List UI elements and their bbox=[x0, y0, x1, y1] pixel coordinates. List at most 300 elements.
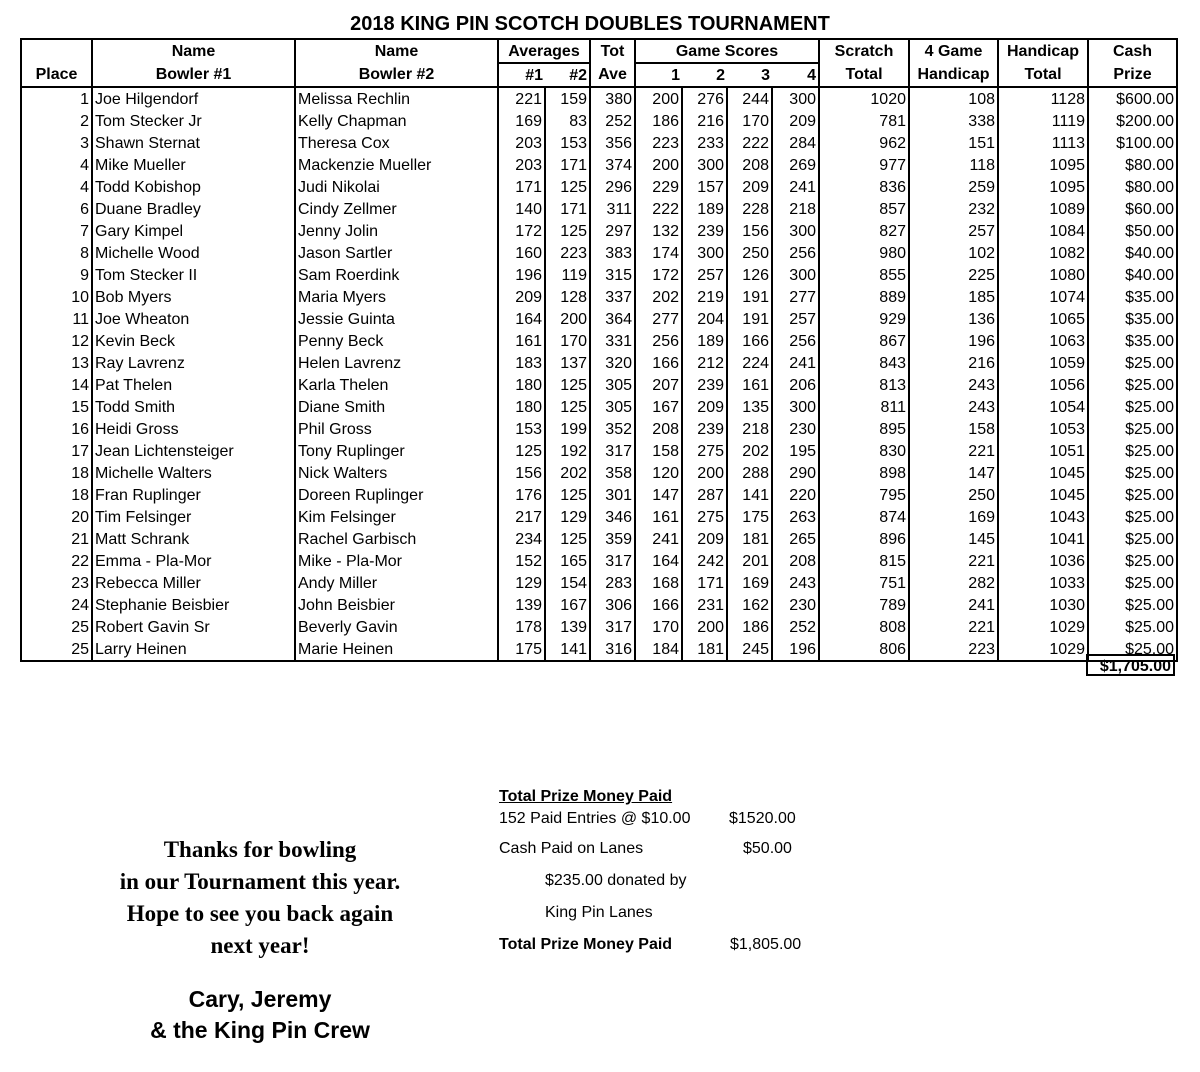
cell-bowler-2: Penny Beck bbox=[295, 330, 498, 352]
cell-gs-4: 277 bbox=[772, 286, 819, 308]
cell-gs-2: 216 bbox=[682, 110, 727, 132]
cell-handicap-total: 1080 bbox=[998, 264, 1088, 286]
cell-tot-ave: 337 bbox=[590, 286, 635, 308]
cell-tot-ave: 252 bbox=[590, 110, 635, 132]
cell-gs-1: 229 bbox=[635, 176, 682, 198]
header-place: Place bbox=[21, 63, 92, 87]
table-row bbox=[21, 154, 1177, 176]
thanks-line: Hope to see you back again bbox=[126, 901, 394, 926]
cell-handicap-4game: 221 bbox=[909, 550, 998, 572]
cell-bowler-1: Joe Wheaton bbox=[92, 308, 295, 330]
cell-bowler-2: Kim Felsinger bbox=[295, 506, 498, 528]
cell-avg-2: 119 bbox=[545, 264, 590, 286]
cell-gs-2: 257 bbox=[682, 264, 727, 286]
cell-gs-1: 256 bbox=[635, 330, 682, 352]
cell-gs-1: 120 bbox=[635, 462, 682, 484]
cell-avg-1: 156 bbox=[498, 462, 545, 484]
cell-gs-3: 208 bbox=[727, 154, 772, 176]
cell-bowler-2: Judi Nikolai bbox=[295, 176, 498, 198]
cell-bowler-2: Helen Lavrenz bbox=[295, 352, 498, 374]
signoff bbox=[80, 984, 440, 1046]
cell-handicap-total: 1059 bbox=[998, 352, 1088, 374]
cell-gs-4: 252 bbox=[772, 616, 819, 638]
table-row bbox=[21, 198, 1177, 220]
cell-handicap-total: 1128 bbox=[998, 87, 1088, 110]
cell-gs-4: 284 bbox=[772, 132, 819, 154]
cell-bowler-2: Doreen Ruplinger bbox=[295, 484, 498, 506]
cell-handicap-4game: 221 bbox=[909, 616, 998, 638]
cell-handicap-4game: 241 bbox=[909, 594, 998, 616]
cell-tot-ave: 356 bbox=[590, 132, 635, 154]
cell-gs-3: 288 bbox=[727, 462, 772, 484]
cell-cash-prize: $40.00 bbox=[1088, 242, 1177, 264]
table-row bbox=[21, 462, 1177, 484]
cell-tot-ave: 359 bbox=[590, 528, 635, 550]
cell-tot-ave: 352 bbox=[590, 418, 635, 440]
cell-handicap-4game: 232 bbox=[909, 198, 998, 220]
cell-gs-4: 243 bbox=[772, 572, 819, 594]
cell-handicap-total: 1089 bbox=[998, 198, 1088, 220]
cell-gs-3: 186 bbox=[727, 616, 772, 638]
cell-bowler-1: Mike Mueller bbox=[92, 154, 295, 176]
cell-place: 25 bbox=[21, 616, 92, 638]
header-bowler-2: Bowler #2 bbox=[295, 63, 498, 87]
cell-gs-4: 206 bbox=[772, 374, 819, 396]
cell-gs-2: 171 bbox=[682, 572, 727, 594]
header-cash-prize: Prize bbox=[1088, 63, 1177, 87]
cell-avg-1: 153 bbox=[498, 418, 545, 440]
cell-gs-2: 287 bbox=[682, 484, 727, 506]
cell-handicap-4game: 216 bbox=[909, 352, 998, 374]
cell-gs-1: 161 bbox=[635, 506, 682, 528]
cell-bowler-2: Maria Myers bbox=[295, 286, 498, 308]
cell-gs-1: 174 bbox=[635, 242, 682, 264]
cell-place: 10 bbox=[21, 286, 92, 308]
total-value: $1,805.00 bbox=[730, 936, 802, 953]
cell-tot-ave: 317 bbox=[590, 550, 635, 572]
cell-handicap-total: 1095 bbox=[998, 176, 1088, 198]
cell-avg-2: 192 bbox=[545, 440, 590, 462]
cell-gs-1: 184 bbox=[635, 638, 682, 661]
cell-gs-4: 300 bbox=[772, 87, 819, 110]
header-avg-2: #2 bbox=[545, 63, 590, 87]
cell-avg-2: 139 bbox=[545, 616, 590, 638]
table-row bbox=[21, 352, 1177, 374]
cell-gs-4: 218 bbox=[772, 198, 819, 220]
cell-place: 8 bbox=[21, 242, 92, 264]
cell-avg-2: 125 bbox=[545, 374, 590, 396]
cell-scratch-total: 895 bbox=[819, 418, 909, 440]
cell-handicap-4game: 118 bbox=[909, 154, 998, 176]
cell-place: 13 bbox=[21, 352, 92, 374]
cell-cash-prize: $25.00 bbox=[1088, 352, 1177, 374]
cell-cash-prize: $25.00 bbox=[1088, 616, 1177, 638]
cell-scratch-total: 977 bbox=[819, 154, 909, 176]
cell-avg-2: 125 bbox=[545, 484, 590, 506]
cell-gs-2: 239 bbox=[682, 418, 727, 440]
cell-gs-1: 170 bbox=[635, 616, 682, 638]
cell-bowler-1: Rebecca Miller bbox=[92, 572, 295, 594]
cell-tot-ave: 374 bbox=[590, 154, 635, 176]
cell-bowler-2: Jessie Guinta bbox=[295, 308, 498, 330]
table-row bbox=[21, 572, 1177, 594]
cell-avg-1: 196 bbox=[498, 264, 545, 286]
cell-avg-1: 129 bbox=[498, 572, 545, 594]
cell-place: 11 bbox=[21, 308, 92, 330]
cell-tot-ave: 358 bbox=[590, 462, 635, 484]
header-game-3: 3 bbox=[727, 63, 772, 87]
cell-gs-2: 231 bbox=[682, 594, 727, 616]
cell-bowler-1: Robert Gavin Sr bbox=[92, 616, 295, 638]
cell-avg-1: 175 bbox=[498, 638, 545, 661]
cell-place: 7 bbox=[21, 220, 92, 242]
table-row bbox=[21, 550, 1177, 572]
table-row bbox=[21, 418, 1177, 440]
cell-handicap-4game: 108 bbox=[909, 87, 998, 110]
cell-scratch-total: 980 bbox=[819, 242, 909, 264]
header-game-scores: Game Scores bbox=[635, 39, 819, 63]
cell-place: 2 bbox=[21, 110, 92, 132]
table-row bbox=[21, 374, 1177, 396]
cell-handicap-4game: 196 bbox=[909, 330, 998, 352]
cell-place: 12 bbox=[21, 330, 92, 352]
cell-gs-1: 164 bbox=[635, 550, 682, 572]
cell-avg-1: 203 bbox=[498, 154, 545, 176]
cell-scratch-total: 836 bbox=[819, 176, 909, 198]
cell-avg-1: 176 bbox=[498, 484, 545, 506]
cell-place: 16 bbox=[21, 418, 92, 440]
cell-handicap-total: 1036 bbox=[998, 550, 1088, 572]
table-row bbox=[21, 616, 1177, 638]
cell-tot-ave: 305 bbox=[590, 396, 635, 418]
cell-gs-1: 186 bbox=[635, 110, 682, 132]
cell-gs-4: 257 bbox=[772, 308, 819, 330]
cell-gs-4: 265 bbox=[772, 528, 819, 550]
total-label: Total Prize Money Paid bbox=[499, 936, 673, 953]
cell-avg-1: 152 bbox=[498, 550, 545, 572]
cell-gs-2: 189 bbox=[682, 198, 727, 220]
table-row bbox=[21, 396, 1177, 418]
table-row bbox=[21, 132, 1177, 154]
cell-bowler-2: Rachel Garbisch bbox=[295, 528, 498, 550]
cell-handicap-total: 1065 bbox=[998, 308, 1088, 330]
cell-bowler-1: Kevin Beck bbox=[92, 330, 295, 352]
cell-handicap-total: 1051 bbox=[998, 440, 1088, 462]
cell-tot-ave: 346 bbox=[590, 506, 635, 528]
cell-gs-3: 161 bbox=[727, 374, 772, 396]
cell-gs-3: 191 bbox=[727, 308, 772, 330]
cell-handicap-total: 1119 bbox=[998, 110, 1088, 132]
cell-handicap-4game: 221 bbox=[909, 440, 998, 462]
cell-gs-1: 241 bbox=[635, 528, 682, 550]
cell-gs-2: 189 bbox=[682, 330, 727, 352]
cell-cash-prize: $80.00 bbox=[1088, 176, 1177, 198]
cell-bowler-2: Melissa Rechlin bbox=[295, 87, 498, 110]
cell-avg-2: 125 bbox=[545, 528, 590, 550]
cell-avg-1: 164 bbox=[498, 308, 545, 330]
summary-header: Total Prize Money Paid bbox=[499, 788, 673, 805]
cell-gs-3: 228 bbox=[727, 198, 772, 220]
cell-gs-1: 132 bbox=[635, 220, 682, 242]
cell-tot-ave: 331 bbox=[590, 330, 635, 352]
cell-bowler-1: Tom Stecker II bbox=[92, 264, 295, 286]
page-title: 2018 KING PIN SCOTCH DOUBLES TOURNAMENT bbox=[350, 13, 830, 35]
cell-scratch-total: 815 bbox=[819, 550, 909, 572]
cell-scratch-total: 781 bbox=[819, 110, 909, 132]
cell-handicap-4game: 223 bbox=[909, 638, 998, 661]
cell-handicap-total: 1029 bbox=[998, 616, 1088, 638]
cell-gs-2: 239 bbox=[682, 220, 727, 242]
cell-bowler-1: Fran Ruplinger bbox=[92, 484, 295, 506]
cell-place: 25 bbox=[21, 638, 92, 661]
cell-tot-ave: 380 bbox=[590, 87, 635, 110]
table-row bbox=[21, 110, 1177, 132]
cell-handicap-total: 1029 bbox=[998, 638, 1088, 661]
cell-handicap-4game: 169 bbox=[909, 506, 998, 528]
cell-bowler-2: Phil Gross bbox=[295, 418, 498, 440]
header-game-1: 1 bbox=[635, 63, 682, 87]
cell-bowler-1: Joe Hilgendorf bbox=[92, 87, 295, 110]
cell-tot-ave: 296 bbox=[590, 176, 635, 198]
cell-gs-4: 241 bbox=[772, 352, 819, 374]
cell-avg-2: 202 bbox=[545, 462, 590, 484]
header-handicap-total: Total bbox=[998, 63, 1088, 87]
cell-gs-2: 275 bbox=[682, 440, 727, 462]
cell-bowler-2: Kelly Chapman bbox=[295, 110, 498, 132]
cell-bowler-2: Karla Thelen bbox=[295, 374, 498, 396]
cell-cash-prize: $60.00 bbox=[1088, 198, 1177, 220]
entries-label: 152 Paid Entries @ $10.00 bbox=[499, 810, 691, 827]
cell-scratch-total: 896 bbox=[819, 528, 909, 550]
cell-gs-1: 166 bbox=[635, 594, 682, 616]
cell-handicap-4game: 151 bbox=[909, 132, 998, 154]
header-cash: Cash bbox=[1088, 39, 1177, 63]
cell-bowler-1: Todd Kobishop bbox=[92, 176, 295, 198]
cell-handicap-4game: 250 bbox=[909, 484, 998, 506]
cell-gs-2: 233 bbox=[682, 132, 727, 154]
cell-bowler-2: Beverly Gavin bbox=[295, 616, 498, 638]
header-averages: Averages bbox=[498, 39, 590, 63]
cash-total: $1,705.00 bbox=[1086, 654, 1175, 676]
cell-bowler-2: Mike - Pla-Mor bbox=[295, 550, 498, 572]
cell-bowler-2: Tony Ruplinger bbox=[295, 440, 498, 462]
cell-place: 23 bbox=[21, 572, 92, 594]
cell-gs-3: 218 bbox=[727, 418, 772, 440]
cell-tot-ave: 320 bbox=[590, 352, 635, 374]
cell-place: 24 bbox=[21, 594, 92, 616]
cell-cash-prize: $25.00 bbox=[1088, 484, 1177, 506]
cell-gs-2: 209 bbox=[682, 396, 727, 418]
cell-gs-3: 141 bbox=[727, 484, 772, 506]
table-row bbox=[21, 440, 1177, 462]
cell-scratch-total: 874 bbox=[819, 506, 909, 528]
cell-bowler-1: Bob Myers bbox=[92, 286, 295, 308]
cell-tot-ave: 317 bbox=[590, 440, 635, 462]
header-game-2: 2 bbox=[682, 63, 727, 87]
cell-place: 17 bbox=[21, 440, 92, 462]
header-bowler-1: Bowler #1 bbox=[92, 63, 295, 87]
cell-avg-1: 125 bbox=[498, 440, 545, 462]
cell-gs-3: 191 bbox=[727, 286, 772, 308]
cell-handicap-4game: 147 bbox=[909, 462, 998, 484]
cell-place: 21 bbox=[21, 528, 92, 550]
cell-bowler-1: Matt Schrank bbox=[92, 528, 295, 550]
cell-gs-2: 209 bbox=[682, 528, 727, 550]
table-row bbox=[21, 308, 1177, 330]
cell-bowler-1: Michelle Wood bbox=[92, 242, 295, 264]
cell-avg-2: 128 bbox=[545, 286, 590, 308]
cell-gs-2: 275 bbox=[682, 506, 727, 528]
cell-cash-prize: $100.00 bbox=[1088, 132, 1177, 154]
cell-tot-ave: 317 bbox=[590, 616, 635, 638]
cell-bowler-2: Jason Sartler bbox=[295, 242, 498, 264]
cell-place: 14 bbox=[21, 374, 92, 396]
cell-avg-1: 171 bbox=[498, 176, 545, 198]
cell-avg-1: 180 bbox=[498, 374, 545, 396]
cell-gs-1: 172 bbox=[635, 264, 682, 286]
header-ave: Ave bbox=[590, 63, 635, 87]
cell-cash-prize: $25.00 bbox=[1088, 418, 1177, 440]
cell-gs-4: 208 bbox=[772, 550, 819, 572]
cell-scratch-total: 898 bbox=[819, 462, 909, 484]
cell-cash-prize: $40.00 bbox=[1088, 264, 1177, 286]
cell-gs-3: 162 bbox=[727, 594, 772, 616]
cell-cash-prize: $25.00 bbox=[1088, 396, 1177, 418]
cell-gs-2: 276 bbox=[682, 87, 727, 110]
cell-handicap-total: 1095 bbox=[998, 154, 1088, 176]
cell-avg-2: 171 bbox=[545, 198, 590, 220]
cell-cash-prize: $600.00 bbox=[1088, 87, 1177, 110]
cell-scratch-total: 789 bbox=[819, 594, 909, 616]
cell-cash-prize: $25.00 bbox=[1088, 594, 1177, 616]
cell-bowler-1: Duane Bradley bbox=[92, 198, 295, 220]
cell-gs-2: 200 bbox=[682, 462, 727, 484]
thanks-message bbox=[80, 834, 440, 962]
cell-scratch-total: 808 bbox=[819, 616, 909, 638]
cell-tot-ave: 305 bbox=[590, 374, 635, 396]
cell-handicap-total: 1045 bbox=[998, 484, 1088, 506]
cell-handicap-4game: 338 bbox=[909, 110, 998, 132]
cell-bowler-1: Jean Lichtensteiger bbox=[92, 440, 295, 462]
cell-avg-2: 165 bbox=[545, 550, 590, 572]
cell-gs-4: 220 bbox=[772, 484, 819, 506]
cell-scratch-total: 857 bbox=[819, 198, 909, 220]
cell-avg-2: 83 bbox=[545, 110, 590, 132]
cell-gs-3: 166 bbox=[727, 330, 772, 352]
cell-avg-1: 221 bbox=[498, 87, 545, 110]
cell-scratch-total: 843 bbox=[819, 352, 909, 374]
cell-bowler-2: Nick Walters bbox=[295, 462, 498, 484]
cell-handicap-total: 1074 bbox=[998, 286, 1088, 308]
cell-gs-4: 256 bbox=[772, 330, 819, 352]
cell-avg-2: 200 bbox=[545, 308, 590, 330]
table-header bbox=[21, 39, 1177, 87]
cell-gs-1: 167 bbox=[635, 396, 682, 418]
cell-gs-3: 222 bbox=[727, 132, 772, 154]
header-4game-handicap: Handicap bbox=[909, 63, 998, 87]
cell-tot-ave: 297 bbox=[590, 220, 635, 242]
cell-bowler-1: Tom Stecker Jr bbox=[92, 110, 295, 132]
cell-gs-2: 242 bbox=[682, 550, 727, 572]
cell-gs-2: 300 bbox=[682, 242, 727, 264]
cell-gs-4: 300 bbox=[772, 220, 819, 242]
cell-tot-ave: 283 bbox=[590, 572, 635, 594]
cell-cash-prize: $50.00 bbox=[1088, 220, 1177, 242]
cell-place: 1 bbox=[21, 87, 92, 110]
cell-bowler-1: Pat Thelen bbox=[92, 374, 295, 396]
table-row bbox=[21, 242, 1177, 264]
cell-gs-1: 158 bbox=[635, 440, 682, 462]
cell-place: 22 bbox=[21, 550, 92, 572]
cell-handicap-total: 1084 bbox=[998, 220, 1088, 242]
cell-scratch-total: 867 bbox=[819, 330, 909, 352]
header-scratch-total: Total bbox=[819, 63, 909, 87]
cell-bowler-2: Andy Miller bbox=[295, 572, 498, 594]
cell-avg-2: 154 bbox=[545, 572, 590, 594]
signoff-line: Cary, Jeremy bbox=[188, 986, 332, 1012]
cell-place: 15 bbox=[21, 396, 92, 418]
cell-gs-2: 219 bbox=[682, 286, 727, 308]
cell-gs-4: 230 bbox=[772, 418, 819, 440]
cell-tot-ave: 306 bbox=[590, 594, 635, 616]
cell-cash-prize: $25.00 bbox=[1088, 528, 1177, 550]
cell-bowler-2: Marie Heinen bbox=[295, 638, 498, 661]
cell-gs-4: 241 bbox=[772, 176, 819, 198]
cell-avg-1: 234 bbox=[498, 528, 545, 550]
cell-avg-2: 199 bbox=[545, 418, 590, 440]
cell-gs-2: 157 bbox=[682, 176, 727, 198]
cell-gs-4: 300 bbox=[772, 396, 819, 418]
cell-avg-2: 167 bbox=[545, 594, 590, 616]
header-tot: Tot bbox=[590, 39, 635, 63]
cell-handicap-4game: 259 bbox=[909, 176, 998, 198]
thanks-line: in our Tournament this year. bbox=[119, 869, 401, 894]
table-row bbox=[21, 220, 1177, 242]
cell-bowler-1: Shawn Sternat bbox=[92, 132, 295, 154]
header-scratch: Scratch bbox=[819, 39, 909, 63]
cell-gs-2: 300 bbox=[682, 154, 727, 176]
cell-tot-ave: 316 bbox=[590, 638, 635, 661]
cell-gs-4: 196 bbox=[772, 638, 819, 661]
cell-gs-3: 175 bbox=[727, 506, 772, 528]
cell-cash-prize: $25.00 bbox=[1088, 550, 1177, 572]
cell-scratch-total: 889 bbox=[819, 286, 909, 308]
cell-avg-2: 137 bbox=[545, 352, 590, 374]
cell-cash-prize: $25.00 bbox=[1088, 440, 1177, 462]
cell-cash-prize: $200.00 bbox=[1088, 110, 1177, 132]
cell-handicap-4game: 257 bbox=[909, 220, 998, 242]
cell-avg-1: 203 bbox=[498, 132, 545, 154]
donation-line-2: King Pin Lanes bbox=[545, 904, 653, 921]
cell-avg-1: 217 bbox=[498, 506, 545, 528]
header-name-1: Name bbox=[92, 39, 295, 63]
cell-gs-3: 209 bbox=[727, 176, 772, 198]
cell-cash-prize: $35.00 bbox=[1088, 286, 1177, 308]
header-place-top bbox=[21, 39, 92, 63]
cell-gs-1: 166 bbox=[635, 352, 682, 374]
cell-handicap-4game: 243 bbox=[909, 396, 998, 418]
cell-gs-2: 200 bbox=[682, 616, 727, 638]
cell-avg-1: 178 bbox=[498, 616, 545, 638]
cell-gs-1: 168 bbox=[635, 572, 682, 594]
lanes-label: Cash Paid on Lanes bbox=[499, 840, 644, 857]
cell-cash-prize: $25.00 bbox=[1088, 572, 1177, 594]
cell-scratch-total: 795 bbox=[819, 484, 909, 506]
cell-place: 18 bbox=[21, 462, 92, 484]
cell-avg-2: 125 bbox=[545, 396, 590, 418]
cell-place: 6 bbox=[21, 198, 92, 220]
cell-place: 20 bbox=[21, 506, 92, 528]
